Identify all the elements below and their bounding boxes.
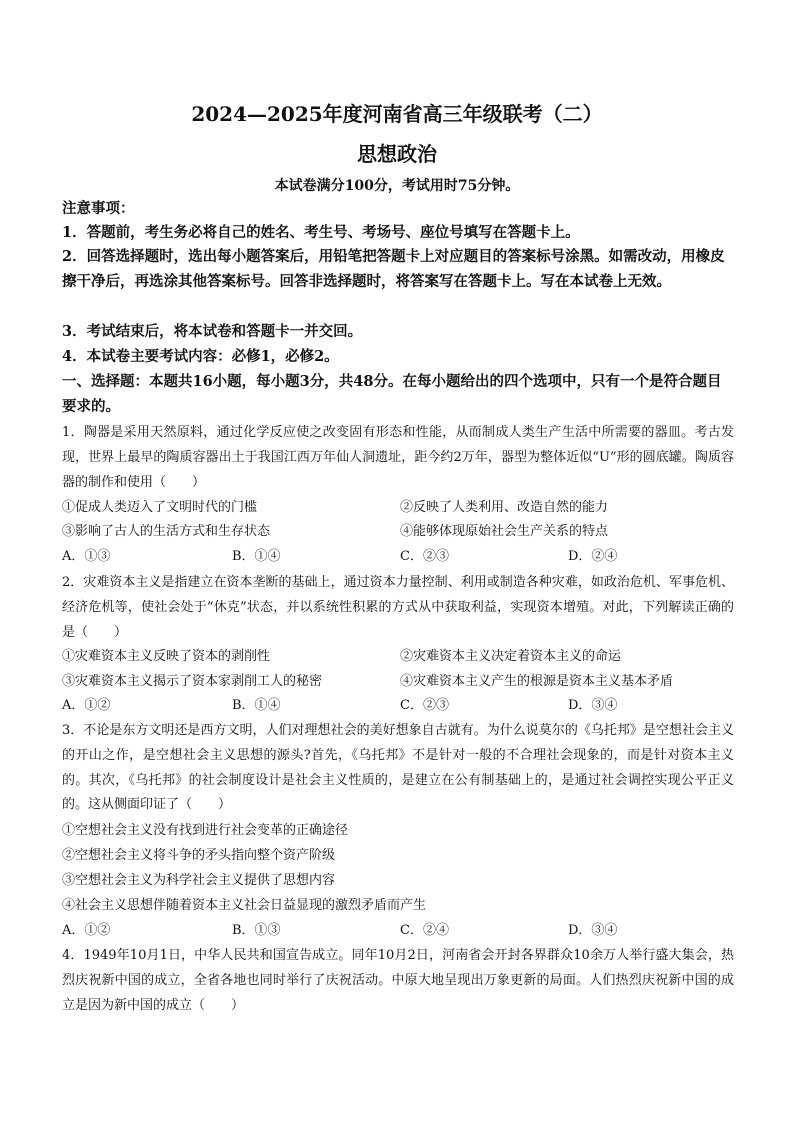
question-3-option-d: D．③④ [568, 923, 618, 938]
question-4-stem: 4．1949年10月1日，中华人民共和国宣告成立。同年10月2日，河南省会开封各界群众10余万人举行盛大集会，热烈庆祝新中国的成立，全省各地也同时举行了庆祝活动。中原大地呈现出万象更新的局面。人们热烈庆祝新中国的成立是因为新中国的成立（ ） [62, 948, 734, 1013]
question-2-statement-4: ④灾难资本主义产生的根源是资本主义基本矛盾 [400, 674, 674, 689]
question-3-stem: 3．不论是东方文明还是西方文明，人们对理想社会的美好想象自古就有。为什么说莫尔的《乌托邦》是空想社会主义的开山之作，是空想社会主义思想的源头?首先，《乌托邦》不是针对一般的不合理社会现象的，而是针对资本主义的。其次，《乌托邦》的社会制度设计是社会主义性质的，是建立在公有制基础上的，是通过社会调控实现公平正义的。这从侧面印证了（ ） [62, 723, 734, 813]
question-2-statement-2: ②灾难资本主义决定着资本主义的命运 [400, 649, 622, 664]
section-heading: 一、选择题：本题共16小题，每小题3分，共48分。在每小题给出的四个选项中，只有一个是符合题目要求的。 [62, 373, 722, 415]
question-3-statement-2: ②空想社会主义将斗争的矛头指向整个资产阶级 [62, 848, 336, 863]
question-1-stem: 1．陶器是采用天然原料，通过化学反应使之改变固有形态和性能，从而制成人类生产生活中所需要的器皿。考古发现，世界上最早的陶质容器出土于我国江西万年仙人洞遗址，距今约2万年，器型为整体近似“U”形的圆底罐。陶质容器的制作和使用（ ） [62, 425, 734, 490]
question-2-stem: 2．灾难资本主义是指建立在资本垄断的基础上，通过资本力量控制、利用或制造各种灾难，如政治危机、军事危机、经济危机等，使社会处于“休克”状态，并以系统性积累的方式从中获取利益，实现资本增殖。对此，下列解读正确的是（ ） [62, 575, 734, 640]
question-3-option-c: C．②④ [400, 923, 449, 938]
question-3-statement-4: ④社会主义思想伴随着资本主义社会日益显现的激烈矛盾而产生 [62, 898, 427, 913]
question-2-statement-1: ①灾难资本主义反映了资本的剥削性 [62, 649, 271, 664]
question-3-option-a: A．①② [62, 923, 111, 938]
notice-item-3: 3．考试结束后，将本试卷和答题卡一并交回。 [62, 323, 363, 340]
question-1-statement-4: ④能够体现原始社会生产关系的特点 [400, 524, 609, 539]
question-1-option-d: D．②④ [568, 549, 618, 564]
question-2-option-b: B．①④ [232, 698, 281, 713]
question-1-statement-3: ③影响了古人的生活方式和生存状态 [62, 524, 271, 539]
question-1-statement-2: ②反映了人类利用、改造自然的能力 [400, 500, 609, 515]
notice-item-1: 1．答题前，考生务必将自己的姓名、考生号、考场号、座位号填写在答题卡上。 [62, 224, 580, 241]
question-1-statement-1: ①促成人类迈入了文明时代的门槛 [62, 500, 258, 515]
exam-title: 2024—2025年度河南省高三年级联考（二） [191, 102, 603, 126]
notice-item-2: 2．回答选择题时，选出每小题答案后，用铅笔把答题卡上对应题目的答案标号涂黑。如需改动，用橡皮擦干净后，再选涂其他答案标号。回答非选择题时，将答案写在答题卡上。写在本试卷上无效。 [62, 248, 725, 290]
question-1-option-c: C．②③ [400, 549, 449, 564]
question-3-statement-1: ①空想社会主义没有找到进行社会变革的正确途径 [62, 823, 349, 838]
question-1-option-b: B．①④ [232, 549, 281, 564]
exam-info: 本试卷满分100分，考试用时75分钟。 [274, 178, 520, 194]
subject-title: 思想政治 [357, 142, 437, 166]
question-2-option-d: D．③④ [568, 698, 618, 713]
question-3-option-b: B．①③ [232, 923, 281, 938]
question-2-option-c: C．②③ [400, 698, 449, 713]
question-2-statement-3: ③灾难资本主义揭示了资本家剥削工人的秘密 [62, 674, 323, 689]
notice-heading: 注意事项： [62, 200, 135, 217]
question-1-option-a: A．①③ [62, 549, 111, 564]
question-2-option-a: A．①② [62, 698, 111, 713]
notice-item-4: 4．本试卷主要考试内容：必修1，必修2。 [62, 348, 339, 365]
question-3-statement-3: ③空想社会主义为科学社会主义提供了思想内容 [62, 873, 336, 888]
